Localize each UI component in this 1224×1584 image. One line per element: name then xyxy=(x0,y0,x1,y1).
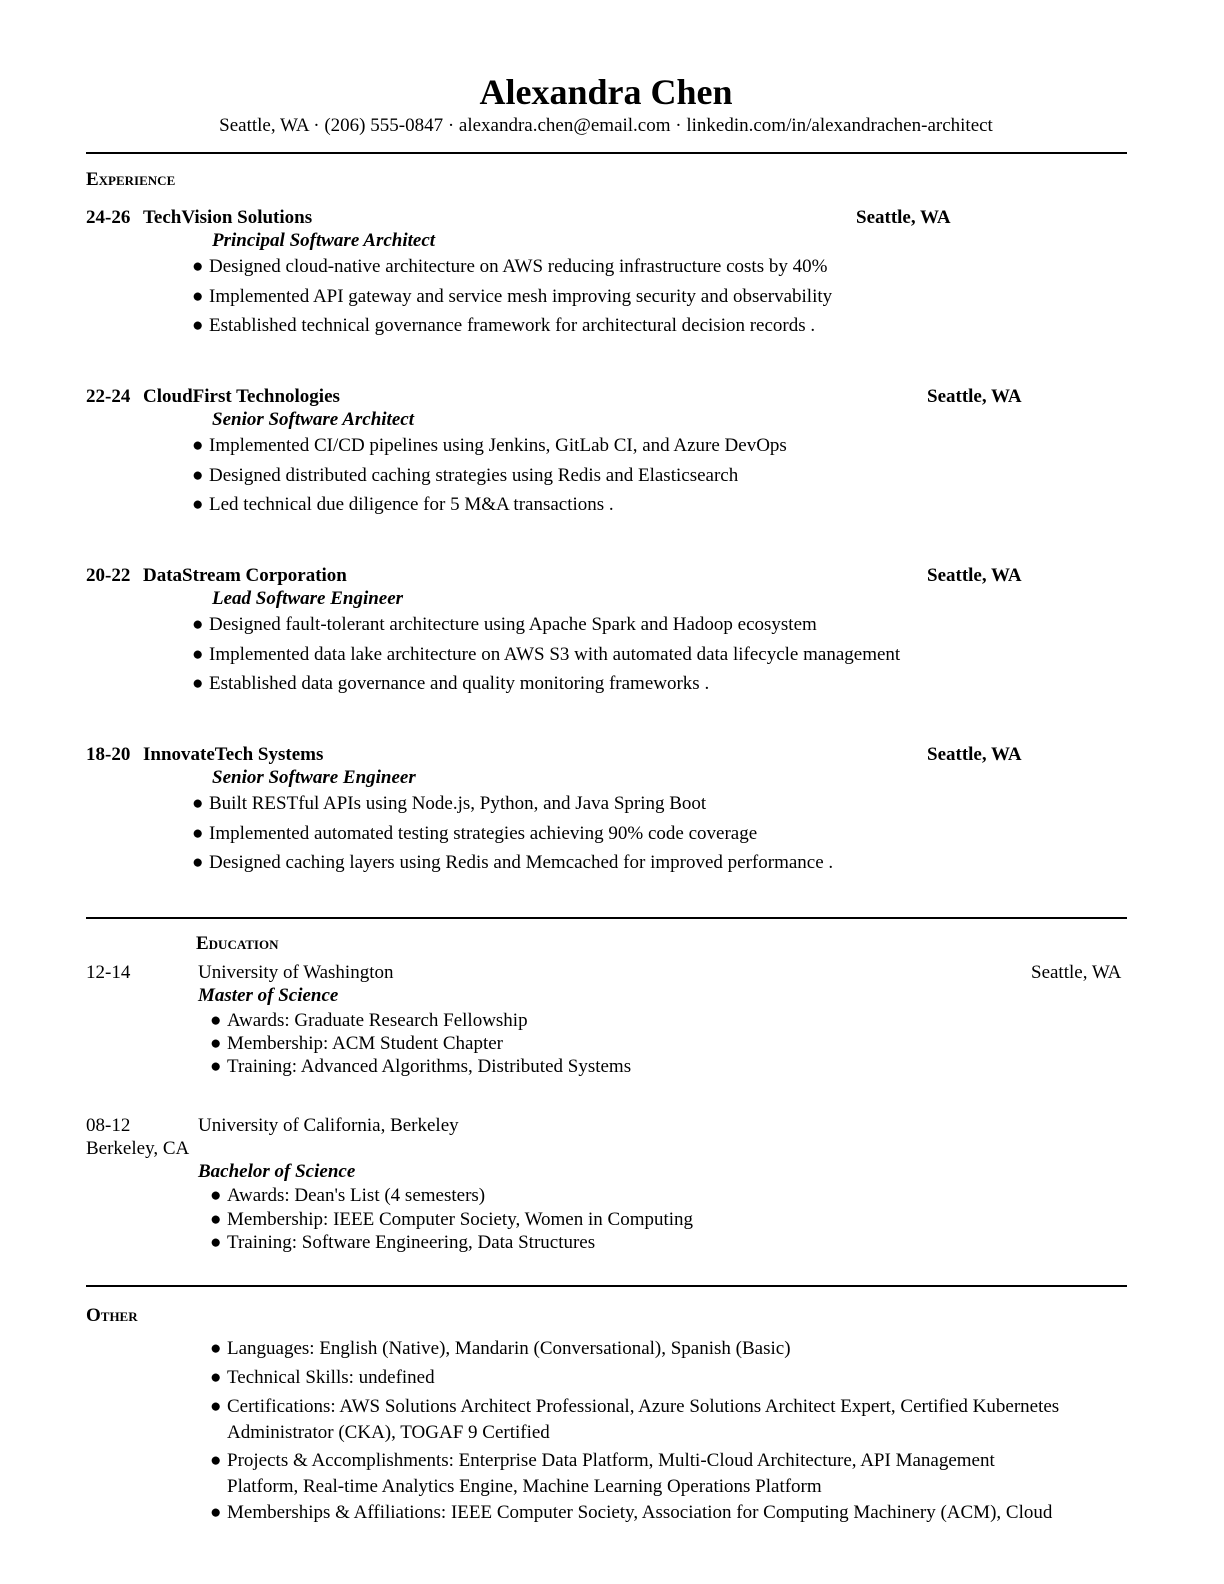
school-location: Seattle, WA xyxy=(1031,962,1122,983)
divider xyxy=(86,1285,1127,1287)
school-dates: 12-14 xyxy=(86,962,131,983)
bullet-glyph: ● xyxy=(192,494,204,515)
list-item: ● Established technical governance framework for architectural decision records . xyxy=(192,315,816,336)
school-degree: Bachelor of Science xyxy=(198,1161,356,1182)
divider xyxy=(86,152,1127,154)
section-title-other: Other xyxy=(86,1305,138,1326)
list-item: ● Awards: Dean's List (4 semesters) xyxy=(210,1185,486,1206)
bullet-glyph: ● xyxy=(192,465,204,486)
job-location: Seattle, WA xyxy=(927,386,1022,407)
list-item: ● Projects & Accomplishments: Enterprise Data Platform, Multi-Cloud Architecture, API Management Platform, Real-time Analytics Engine, Machine Learning Operations Platform xyxy=(210,1450,995,1497)
list-item: ● Implemented automated testing strategies achieving 90% code coverage xyxy=(192,823,758,844)
job-role: Lead Software Engineer xyxy=(212,588,404,609)
bullet-glyph: ● xyxy=(210,1209,222,1230)
job-role: Senior Software Architect xyxy=(212,409,414,430)
list-item: ● Designed caching layers using Redis and Memcached for improved performance . xyxy=(192,852,834,873)
bullet-glyph: ● xyxy=(192,435,204,456)
list-item: ● Implemented API gateway and service mesh improving security and observability xyxy=(192,286,833,307)
bullet-glyph: ● xyxy=(192,823,204,844)
bullet-glyph: ● xyxy=(210,1010,222,1031)
list-item: ● Led technical due diligence for 5 M&A transactions . xyxy=(192,494,614,515)
list-item: ● Designed distributed caching strategies using Redis and Elasticsearch xyxy=(192,465,739,486)
job-company: CloudFirst Technologies xyxy=(143,386,340,407)
bullet-glyph: ● xyxy=(192,286,204,307)
bullet-glyph: ● xyxy=(210,1232,222,1253)
bullet-glyph: ● xyxy=(210,1367,222,1388)
bullet-glyph: ● xyxy=(192,315,204,336)
job-role: Senior Software Engineer xyxy=(212,767,416,788)
bullet-glyph: ● xyxy=(192,256,204,277)
bullet-glyph: ● xyxy=(192,793,204,814)
list-item: ● Membership: IEEE Computer Society, Women in Computing xyxy=(210,1209,694,1230)
list-item: ● Implemented data lake architecture on AWS S3 with automated data lifecycle management xyxy=(192,644,901,665)
list-item: ● Built RESTful APIs using Node.js, Python, and Java Spring Boot xyxy=(192,793,707,814)
list-item: ● Designed fault-tolerant architecture using Apache Spark and Hadoop ecosystem xyxy=(192,614,817,635)
list-item: ● Training: Advanced Algorithms, Distributed Systems xyxy=(210,1056,632,1077)
section-title-education: Education xyxy=(196,933,279,954)
job-location: Seattle, WA xyxy=(927,744,1022,765)
school-degree: Master of Science xyxy=(198,985,339,1006)
contact-line: Seattle, WA · (206) 555-0847 · alexandra.chen@email.com · linkedin.com/in/alexandrachen-architect xyxy=(219,115,993,136)
list-item: ● Implemented CI/CD pipelines using Jenkins, GitLab CI, and Azure DevOps xyxy=(192,435,787,456)
list-item: ● Languages: English (Native), Mandarin (Conversational), Spanish (Basic) xyxy=(227,1336,1117,1362)
job-company: InnovateTech Systems xyxy=(143,744,324,765)
school-name: University of California, Berkeley xyxy=(198,1115,459,1136)
bullet-glyph: ● xyxy=(192,852,204,873)
job-location: Seattle, WA xyxy=(927,565,1022,586)
job-dates: 22-24 xyxy=(86,386,131,407)
list-item: ● Technical Skills: undefined xyxy=(227,1365,1117,1391)
list-item: ● Established data governance and quality monitoring frameworks . xyxy=(192,673,710,694)
bullet-glyph: ● xyxy=(210,1056,222,1077)
job-company: TechVision Solutions xyxy=(143,207,313,228)
job-dates: 18-20 xyxy=(86,744,131,765)
bullet-glyph: ● xyxy=(192,673,204,694)
list-item: ● Designed cloud-native architecture on AWS reducing infrastructure costs by 40% xyxy=(192,256,828,277)
job-company: DataStream Corporation xyxy=(143,565,347,586)
job-dates: 24-26 xyxy=(86,207,131,228)
bullet-glyph: ● xyxy=(210,1185,222,1206)
bullet-glyph: ● xyxy=(192,614,204,635)
bullet-glyph: ● xyxy=(210,1338,222,1359)
list-item: ● Training: Software Engineering, Data Structures xyxy=(210,1232,596,1253)
divider xyxy=(86,917,1127,919)
school-location: Berkeley, CA xyxy=(86,1138,190,1159)
school-dates: 08-12 xyxy=(86,1115,131,1136)
job-role: Principal Software Architect xyxy=(212,230,436,251)
list-item: ● Awards: Graduate Research Fellowship xyxy=(210,1010,528,1031)
bullet-glyph: ● xyxy=(210,1450,222,1471)
school-name: University of Washington xyxy=(198,962,394,983)
candidate-name: Alexandra Chen xyxy=(479,72,733,112)
list-item: ● Memberships & Affiliations: IEEE Computer Society, Association for Computing Machinery (ACM), Cloud xyxy=(227,1500,1117,1526)
bullet-glyph: ● xyxy=(192,644,204,665)
job-dates: 20-22 xyxy=(86,565,131,586)
section-title-experience: Experience xyxy=(86,169,176,190)
list-item: ● Membership: ACM Student Chapter xyxy=(210,1033,504,1054)
bullet-glyph: ● xyxy=(210,1033,222,1054)
bullet-glyph: ● xyxy=(210,1396,222,1417)
job-location: Seattle, WA xyxy=(856,207,951,228)
bullet-glyph: ● xyxy=(210,1502,222,1523)
list-item: ● Certifications: AWS Solutions Architect Professional, Azure Solutions Architect Expert, Certified Kubernetes Administrator (CKA), TOGAF 9 Certified xyxy=(210,1396,1060,1443)
